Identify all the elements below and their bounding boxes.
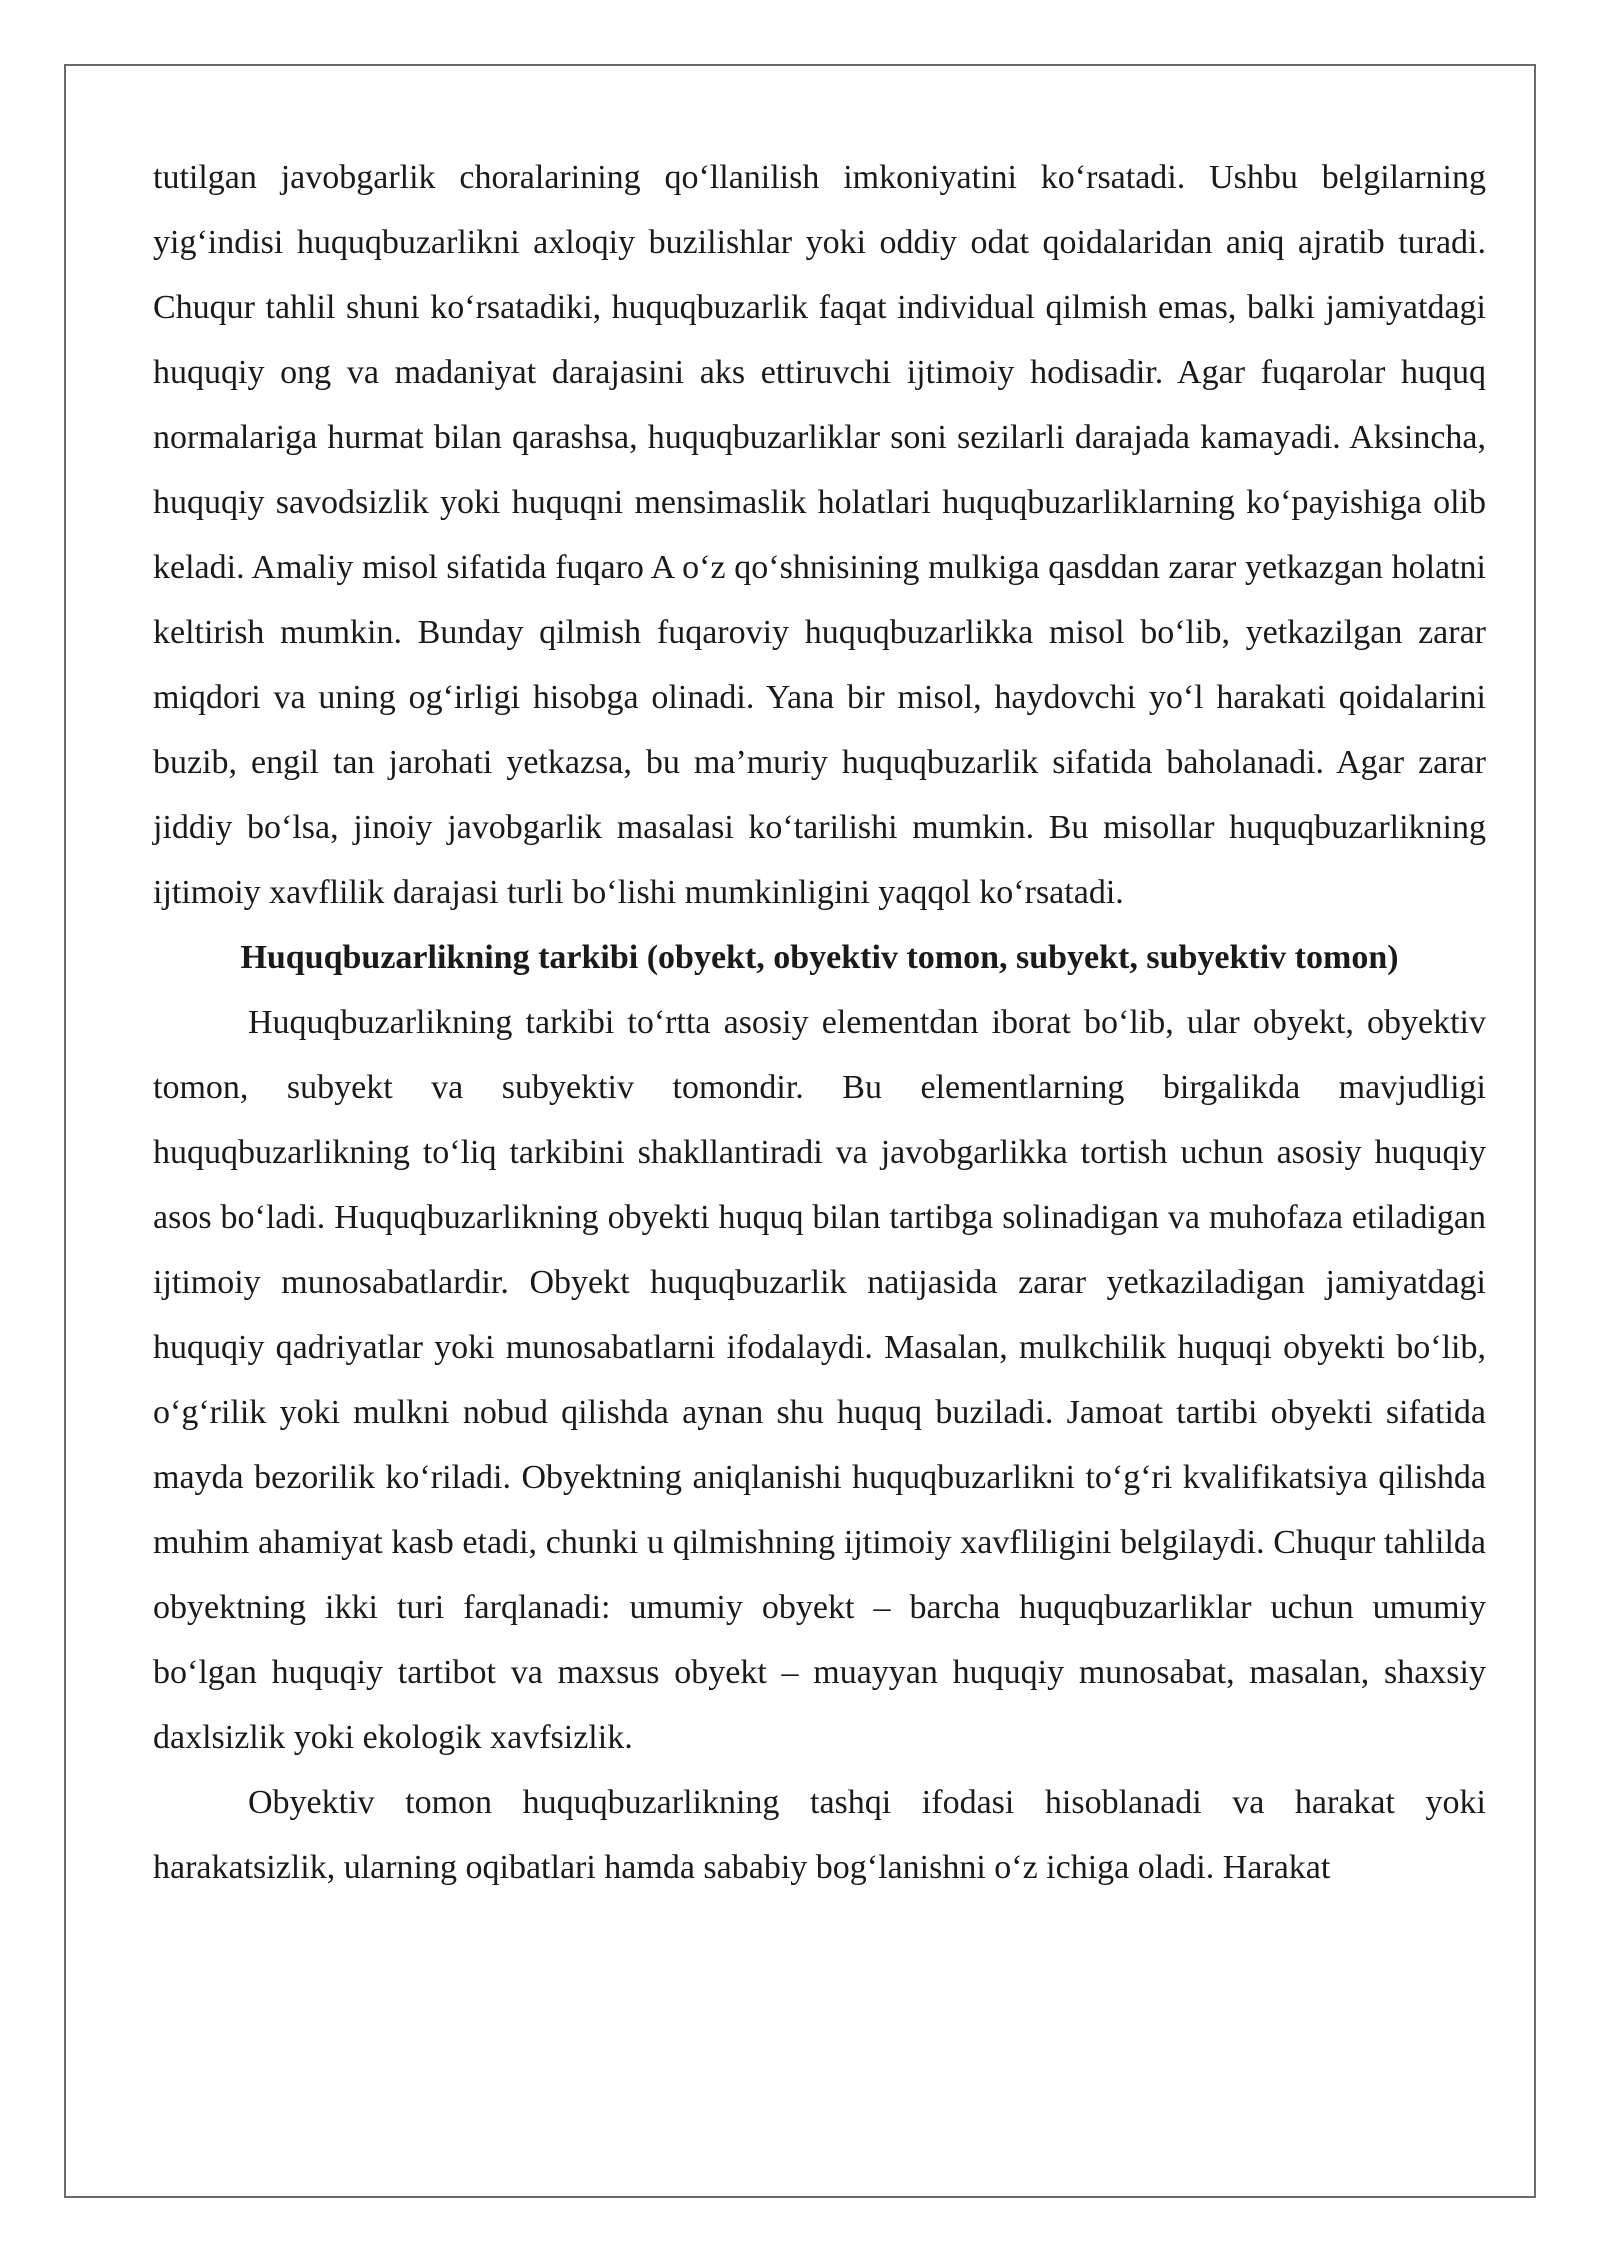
paragraph-continuation: tutilgan javobgarlik choralarining qo‘llanilish imkoniyatini ko‘rsatadi. Ushbu belgilarning yig‘indisi huquqbuzarlikni axloqiy buzilishlar yoki oddiy odat qoidalaridan aniq ajratib turadi. Chuqur tahlil shuni ko‘rsatadiki, huquqbuzarlik faqat individual qilmish emas, balki jamiyatdagi huquqiy ong va madaniyat darajasini aks ettiruvchi ijtimoiy hodisadir. Agar fuqarolar huquq normalariga hurmat bilan qarashsa, huquqbuzarliklar soni sezilarli darajada kamayadi. Aksincha, huquqiy savodsizlik yoki huquqni mensimaslik holatlari huquqbuzarliklarning ko‘payishiga olib keladi. Amaliy misol sifatida fuqaro A o‘z qo‘shnisining mulkiga qasddan zarar yetkazgan holatni keltirish mumkin. Bunday qilmish fuqaroviy huquqbuzarlikka misol bo‘lib, yetkazilgan zarar miqdori va uning og‘irligi hisobga olinadi. Yana bir misol, haydovchi yo‘l harakati qoidalarini buzib, engil tan jarohati yetkazsa, bu ma’muriy huquqbuzarlik sifatida baholanadi. Agar zarar jiddiy bo‘lsa, jinoiy javobgarlik masalasi ko‘tarilishi mumkin. Bu misollar huquqbuzarlikning ijtimoiy xavflilik darajasi turli bo‘lishi mumkinligini yaqqol ko‘rsatadi.	[153, 159, 1486, 911]
paragraph-composition: Huquqbuzarlikning tarkibi to‘rtta asosiy elementdan iborat bo‘lib, ular obyekt, obyektiv tomon, subyekt va subyektiv tomondir. Bu elementlarning birgalikda mavjudligi huquqbuzarlikning to‘liq tarkibini shakllantiradi va javobgarlikka tortish uchun asosiy huquqiy asos bo‘ladi. Huquqbuzarlikning obyekti huquq bilan tartibga solinadigan va muhofaza etiladigan ijtimoiy munosabatlardir. Obyekt huquqbuzarlik natijasida zarar yetkaziladigan jamiyatdagi huquqiy qadriyatlar yoki munosabatlarni ifodalaydi. Masalan, mulkchilik huquqi obyekti bo‘lib, o‘g‘rilik yoki mulkni nobud qilishda aynan shu huquq buziladi. Jamoat tartibi obyekti sifatida mayda bezorilik ko‘riladi. Obyektning aniqlanishi huquqbuzarlikni to‘g‘ri kvalifikatsiya qilishda muhim ahamiyat kasb etadi, chunki u qilmishning ijtimoiy xavfliligini belgilaydi. Chuqur tahlilda obyektning ikki turi farqlanadi: umumiy obyekt – barcha huquqbuzarliklar uchun umumiy bo‘lgan huquqiy tartibot va maxsus obyekt – muayyan huquqiy munosabat, masalan, shaxsiy daxlsizlik yoki ekologik xavfsizlik.	[153, 1004, 1486, 1756]
document-body	[153, 145, 1486, 1900]
section-heading: Huquqbuzarlikning tarkibi (obyekt, obyektiv tomon, subyekt, subyektiv tomon)	[240, 939, 1399, 976]
paragraph-objective-side: Obyektiv tomon huquqbuzarlikning tashqi ifodasi hisoblanadi va harakat yoki harakatsizlik, ularning oqibatlari hamda sababiy bog‘lanishni o‘z ichiga oladi. Harakat	[153, 1784, 1486, 1886]
